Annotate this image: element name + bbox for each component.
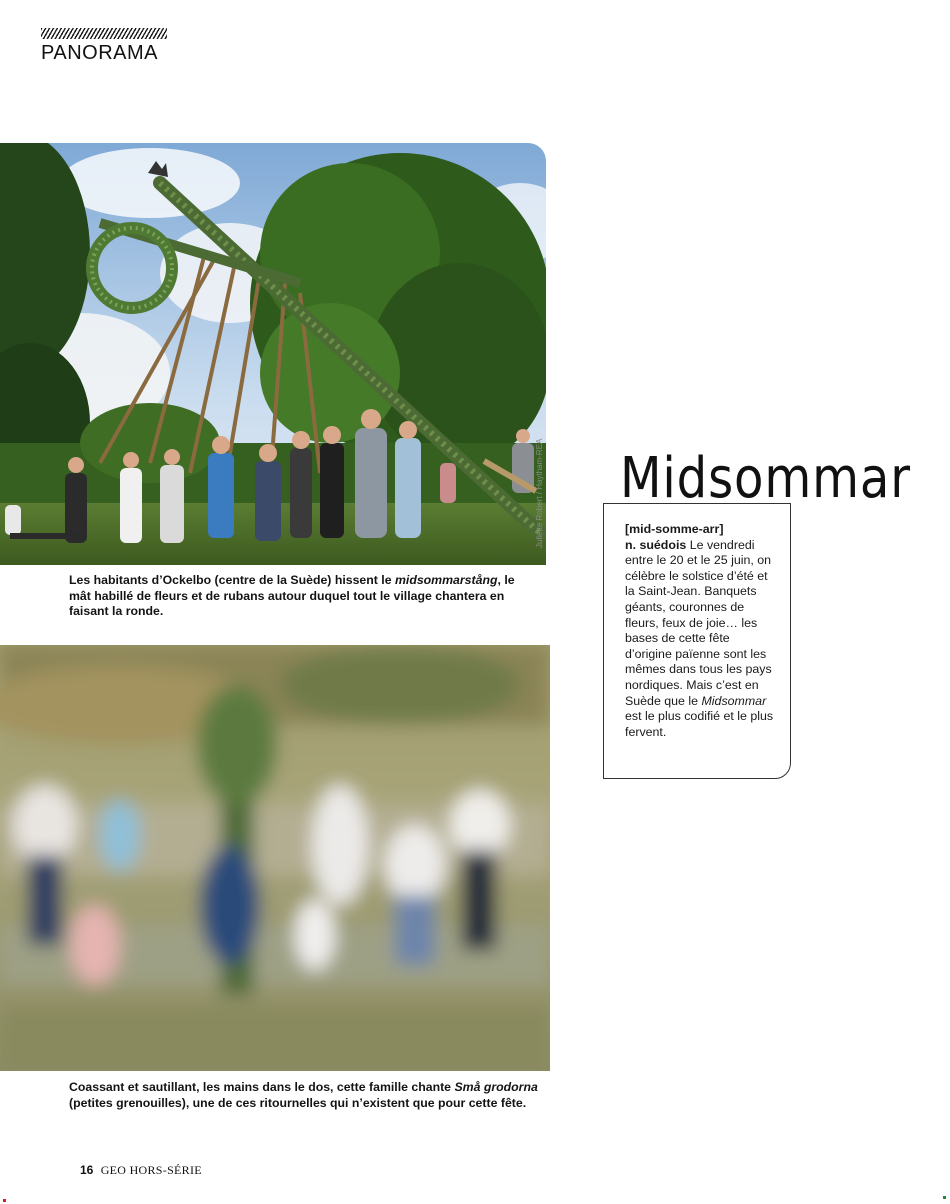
print-mark-red bbox=[3, 1199, 6, 1202]
definition-text-end: est le plus codifié et le plus fervent. bbox=[625, 709, 774, 739]
pronunciation: [mid-somme-arr] bbox=[625, 522, 724, 536]
family-dancing-photo bbox=[0, 645, 550, 1071]
caption-top-emphasis: midsommarstång bbox=[394, 573, 498, 587]
maypole-raising-photo bbox=[0, 143, 546, 565]
page-footer bbox=[80, 1163, 202, 1178]
section-title: PANORAMA bbox=[41, 42, 158, 64]
magazine-name: GEO HORS-SÉRIE bbox=[100, 1163, 202, 1177]
caption-top-text-start: Les habitants d’Ockelbo (centre de la Suède) hissent le bbox=[69, 573, 395, 587]
entry-headword: Midsommar bbox=[620, 446, 911, 511]
caption-bottom bbox=[69, 1080, 539, 1111]
section-header bbox=[41, 28, 167, 65]
caption-bottom-text-end: (petites grenouilles), une de ces ritournelles qui n’existent que pour cette fête. bbox=[69, 1095, 527, 1110]
print-mark-green bbox=[943, 1196, 946, 1199]
photo-credit: Juliette Robert / Haytham-REA bbox=[535, 438, 544, 548]
definition-text-start: Le vendredi entre le 20 et le 25 juin, on célèbre le solstice d’été et la Saint-Jean. Banquets géants, couronnes de fleurs, feux de joie… les bases de cette fête d’origine païenne sont les mêmes dans tous les pays nordiques. Mais c’est en Suède que le bbox=[625, 537, 772, 708]
caption-bottom-text-start: Coassant et sautillant, les mains dans le dos, cette famille chante bbox=[69, 1080, 455, 1094]
page-number: 16 bbox=[80, 1163, 94, 1177]
caption-bottom-emphasis: Små grodorna bbox=[454, 1080, 538, 1094]
definition-emphasis: Midsommar bbox=[701, 693, 767, 708]
header-hatch-decoration bbox=[41, 28, 167, 39]
caption-top bbox=[69, 573, 539, 620]
word-origin: n. suédois bbox=[625, 537, 687, 552]
caption-top-text-end: , le mât habillé de fleurs et de rubans autour duquel tout le village chantera en faisant la ronde. bbox=[69, 573, 515, 618]
definition-text bbox=[625, 522, 775, 740]
